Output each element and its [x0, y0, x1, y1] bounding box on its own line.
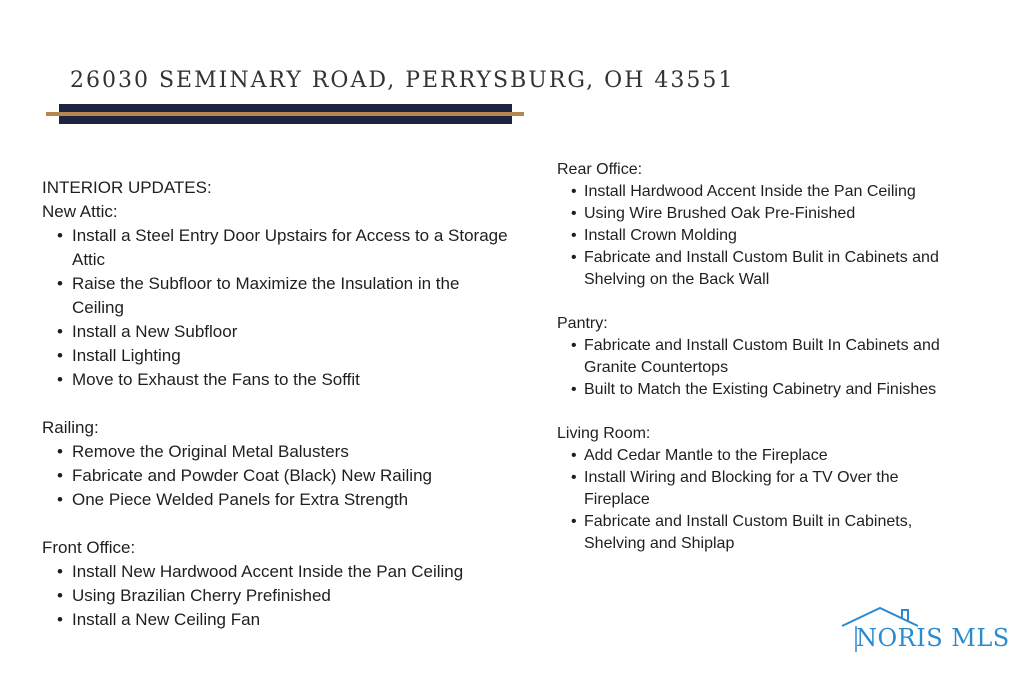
list-item: • Fabricate and Install Custom Built in Cabinets, Shelving and Shiplap: [557, 511, 967, 555]
section-heading: Railing:: [42, 418, 99, 437]
section-heading: Front Office:: [42, 538, 136, 557]
bullet-list: [557, 445, 967, 555]
section-heading: Living Room:: [557, 425, 651, 442]
section-railing: [42, 416, 512, 512]
list-item: • Using Wire Brushed Oak Pre-Finished: [557, 203, 967, 225]
gold-line: [46, 112, 524, 116]
section-pantry: [557, 313, 967, 401]
list-item: • Install a New Ceiling Fan: [42, 608, 512, 632]
section-heading: New Attic:: [42, 202, 118, 221]
list-item: • Fabricate and Install Custom Built In Cabinets and Granite Countertops: [557, 335, 967, 379]
list-item: • Install Wiring and Blocking for a TV Over the Fireplace: [557, 467, 967, 511]
section-new-attic: [42, 200, 512, 392]
list-item: • Raise the Subfloor to Maximize the Insulation in the Ceiling: [42, 272, 512, 320]
list-item: • One Piece Welded Panels for Extra Strength: [42, 488, 512, 512]
list-item: • Fabricate and Install Custom Bulit in Cabinets and Shelving on the Back Wall: [557, 247, 967, 291]
list-item: • Fabricate and Powder Coat (Black) New Railing: [42, 464, 512, 488]
address-title: 26030 SEMINARY ROAD, PERRYSBURG, OH 43551: [70, 68, 735, 93]
section-living-room: [557, 423, 967, 555]
decorative-bar: [46, 104, 524, 126]
bullet-list: [557, 335, 967, 401]
list-item: • Using Brazilian Cherry Prefinished: [42, 584, 512, 608]
list-item: • Install Hardwood Accent Inside the Pan Ceiling: [557, 181, 967, 203]
logo-text: NORIS MLS: [856, 624, 1010, 652]
list-item: • Install New Hardwood Accent Inside the Pan Ceiling: [42, 560, 512, 584]
section-rear-office: [557, 159, 967, 291]
list-item: • Install a Steel Entry Door Upstairs for Access to a Storage Attic: [42, 224, 512, 272]
list-item: • Install Lighting: [42, 344, 512, 368]
list-item: • Add Cedar Mantle to the Fireplace: [557, 445, 967, 467]
section-heading: Rear Office:: [557, 161, 643, 178]
list-item: • Remove the Original Metal Balusters: [42, 440, 512, 464]
interior-updates-title: INTERIOR UPDATES:: [42, 178, 212, 197]
noris-mls-logo: [838, 604, 1008, 658]
section-heading: Pantry:: [557, 315, 608, 332]
left-column: [42, 176, 512, 656]
bullet-list: [42, 440, 512, 512]
bullet-list: [42, 224, 512, 392]
bullet-list: [557, 181, 967, 291]
list-item: • Move to Exhaust the Fans to the Soffit: [42, 368, 512, 392]
section-front-office: [42, 536, 512, 632]
bullet-list: [42, 560, 512, 632]
list-item: • Built to Match the Existing Cabinetry and Finishes: [557, 379, 967, 401]
list-item: • Install Crown Molding: [557, 225, 967, 247]
right-column: [557, 159, 967, 577]
list-item: • Install a New Subfloor: [42, 320, 512, 344]
